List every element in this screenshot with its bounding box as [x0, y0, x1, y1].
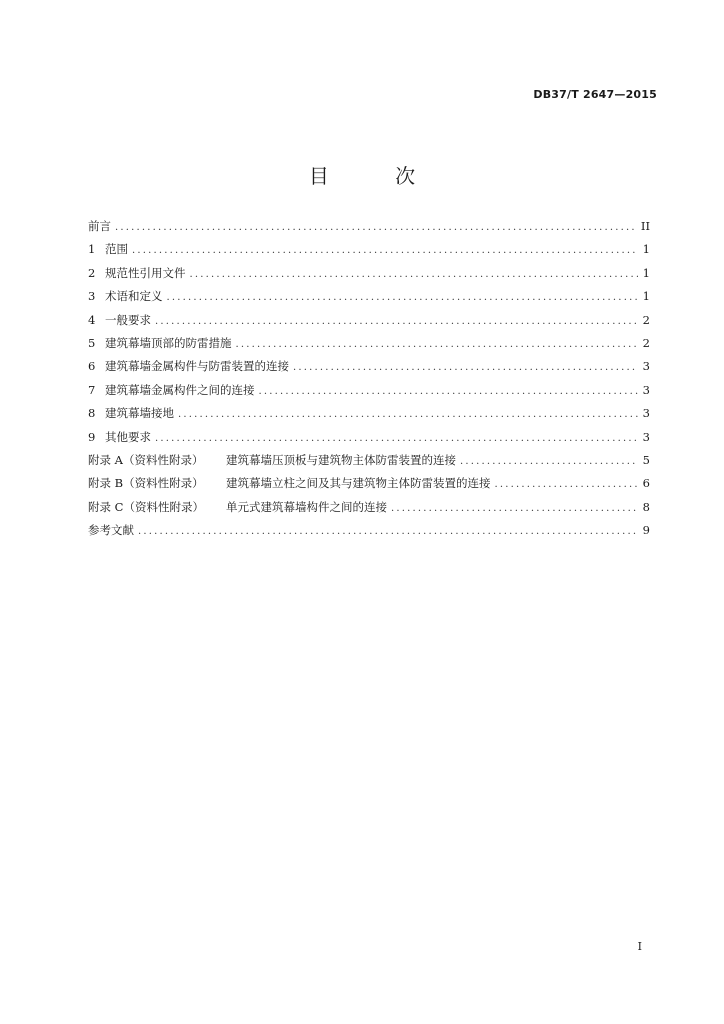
toc-entry-section-9[interactable] — [88, 429, 650, 452]
toc-dot-leader — [132, 245, 638, 256]
toc-entry-text: 建筑幕墙顶部的防雷措施 — [105, 335, 232, 350]
toc-dot-leader — [178, 409, 638, 420]
toc-dot-leader — [155, 316, 638, 327]
toc-dot-leader — [293, 362, 638, 373]
toc-page-number: 2 — [642, 312, 650, 327]
toc-entry-text: 前言 — [88, 219, 111, 233]
toc-entry-label — [88, 429, 151, 445]
toc-entry-normative-references[interactable] — [88, 265, 650, 288]
toc-entry-label — [88, 405, 174, 421]
toc-entry-number: 5 — [88, 335, 96, 350]
toc-entry-general-requirements[interactable] — [88, 312, 650, 335]
toc-entry-text: 建筑幕墙金属构件之间的连接 — [105, 382, 255, 397]
toc-page-number: 1 — [642, 265, 650, 280]
toc-page-number: 1 — [642, 242, 650, 257]
toc-entry-text: 单元式建筑幕墙构件之间的连接 — [226, 499, 387, 514]
toc-entry-section-6[interactable] — [88, 358, 650, 381]
toc-dot-leader — [460, 456, 638, 467]
toc-page-number: 6 — [642, 476, 650, 491]
toc-entry-bibliography[interactable] — [88, 522, 650, 545]
toc-entry-label — [88, 499, 387, 515]
toc-page-number: 1 — [642, 289, 650, 304]
toc-entry-number: 3 — [88, 289, 96, 304]
toc-page-number: 3 — [642, 382, 650, 397]
page-number-footer: I — [637, 940, 642, 953]
toc-entry-text: 建筑幕墙压顶板与建筑物主体防雷装置的连接 — [226, 452, 456, 467]
toc-entry-text: 术语和定义 — [105, 289, 163, 304]
toc-dot-leader — [167, 292, 639, 303]
toc-entry-number: 9 — [88, 429, 96, 444]
toc-entry-appendix-c[interactable] — [88, 499, 650, 522]
toc-entry-text: 其他要求 — [105, 429, 151, 444]
toc-entry-text: 建筑幕墙立柱之间及其与建筑物主体防雷装置的连接 — [226, 476, 491, 491]
toc-entry-label — [88, 335, 232, 351]
toc-entry-scope[interactable] — [88, 241, 650, 264]
toc-page-number: II — [640, 219, 650, 233]
toc-entry-foreword[interactable] — [88, 218, 650, 241]
toc-entry-number: 8 — [88, 406, 96, 421]
toc-entry-text: 建筑幕墙金属构件与防雷装置的连接 — [105, 359, 289, 374]
toc-entry-text: 范围 — [105, 242, 128, 257]
toc-entry-label — [88, 288, 163, 304]
toc-list — [88, 218, 650, 545]
toc-appendix-label: 附录 C（资料性附录） — [88, 499, 204, 514]
toc-dot-leader — [259, 386, 639, 397]
toc-entry-label — [88, 522, 134, 538]
toc-page-number: 3 — [642, 359, 650, 374]
document-code: DB37/T 2647—2015 — [533, 88, 657, 101]
toc-entry-label — [88, 358, 289, 374]
toc-dot-leader — [236, 339, 639, 350]
toc-entry-label — [88, 241, 128, 257]
toc-page-number: 9 — [642, 523, 650, 538]
toc-dot-leader — [190, 269, 639, 280]
toc-dot-leader — [495, 479, 639, 490]
toc-page-number: 3 — [642, 406, 650, 421]
toc-entry-label — [88, 475, 491, 491]
toc-entry-number: 6 — [88, 359, 96, 374]
toc-entry-text: 建筑幕墙接地 — [105, 406, 174, 421]
toc-entry-label — [88, 312, 151, 328]
toc-entry-label — [88, 382, 255, 398]
toc-page-number: 3 — [642, 429, 650, 444]
toc-dot-leader — [155, 433, 638, 444]
toc-entry-terms-definitions[interactable] — [88, 288, 650, 311]
toc-entry-section-8[interactable] — [88, 405, 650, 428]
toc-entry-text: 规范性引用文件 — [105, 265, 186, 280]
toc-page-number: 8 — [642, 499, 650, 514]
toc-entry-number: 1 — [88, 242, 96, 257]
toc-entry-number: 2 — [88, 265, 96, 280]
toc-entry-appendix-a[interactable] — [88, 452, 650, 475]
toc-page-number: 5 — [642, 452, 650, 467]
toc-dot-leader — [138, 526, 638, 537]
toc-title: 目 次 — [308, 164, 446, 188]
toc-page-number: 2 — [642, 335, 650, 350]
toc-dot-leader — [391, 503, 638, 514]
toc-entry-appendix-b[interactable] — [88, 475, 650, 498]
toc-dot-leader — [115, 222, 637, 233]
toc-entry-number: 7 — [88, 382, 96, 397]
toc-entry-section-5[interactable] — [88, 335, 650, 358]
toc-entry-text: 一般要求 — [105, 312, 151, 327]
toc-appendix-label: 附录 A（资料性附录） — [88, 452, 204, 467]
toc-appendix-label: 附录 B（资料性附录） — [88, 476, 204, 491]
toc-entry-label — [88, 452, 456, 468]
toc-entry-number: 4 — [88, 312, 96, 327]
toc-entry-section-7[interactable] — [88, 382, 650, 405]
toc-entry-text: 参考文献 — [88, 523, 134, 538]
toc-entry-label — [88, 218, 111, 234]
toc-entry-label — [88, 265, 186, 281]
